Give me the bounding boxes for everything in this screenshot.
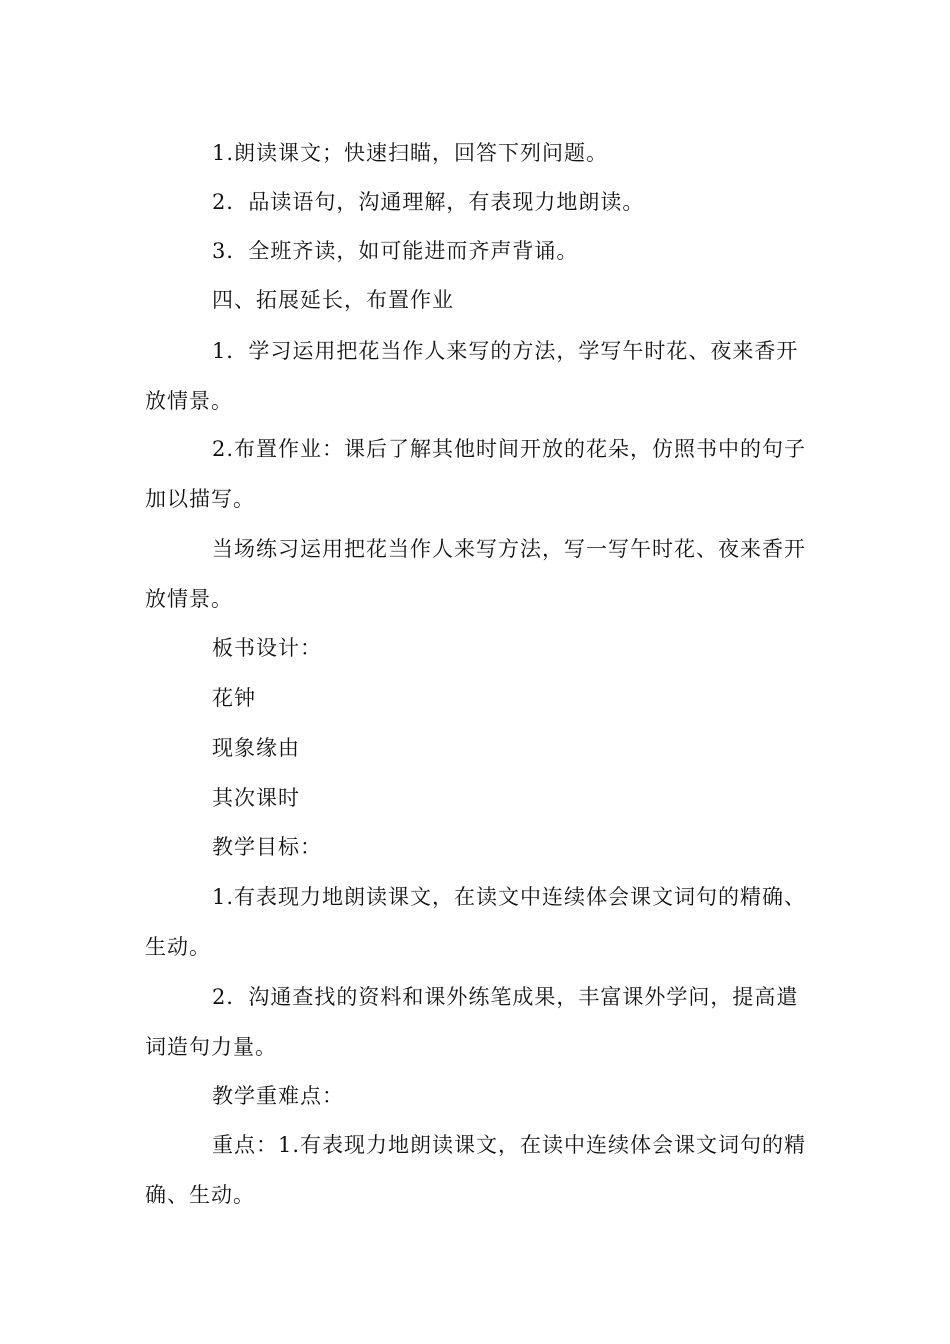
- board-item-flower-clock: 花钟: [212, 686, 256, 710]
- paragraph-extension-1: 1．学习运用把花当作人来写的方法，学写午时花、夜来香开放情景。: [145, 339, 799, 413]
- board-item-reason: 现象缘由: [212, 736, 300, 760]
- paragraph-homework: 2.布置作业：课后了解其他时间开放的花朵，仿照书中的句子加以描写。: [145, 437, 807, 511]
- paragraph-step-1: 1.朗读课文；快速扫瞄，回答下列问题。: [212, 141, 609, 165]
- heading-board-design: 板书设计：: [212, 636, 322, 660]
- paragraph-key-point-1: 重点：1.有表现力地朗读课文，在读中连续体会课文词句的精确、生动。: [145, 1133, 807, 1207]
- paragraph-step-3: 3．全班齐读，如可能进而齐声背诵。: [212, 239, 579, 263]
- paragraph-step-2: 2．品读语句，沟通理解，有表现力地朗读。: [212, 190, 645, 214]
- heading-key-points: 教学重难点：: [212, 1084, 344, 1108]
- heading-teaching-goals: 教学目标：: [212, 835, 322, 859]
- paragraph-goal-1: 1.有表现力地朗读课文，在读文中连续体会课文词句的精确、生动。: [145, 885, 807, 959]
- heading-second-lesson: 其次课时: [212, 786, 300, 810]
- paragraph-goal-2: 2．沟通查找的资料和课外练笔成果，丰富课外学问，提高遣词造句力量。: [145, 985, 799, 1059]
- paragraph-practice: 当场练习运用把花当作人来写方法，写一写午时花、夜来香开放情景。: [145, 537, 806, 611]
- section-heading-extension: 四、拓展延长，布置作业: [212, 288, 454, 312]
